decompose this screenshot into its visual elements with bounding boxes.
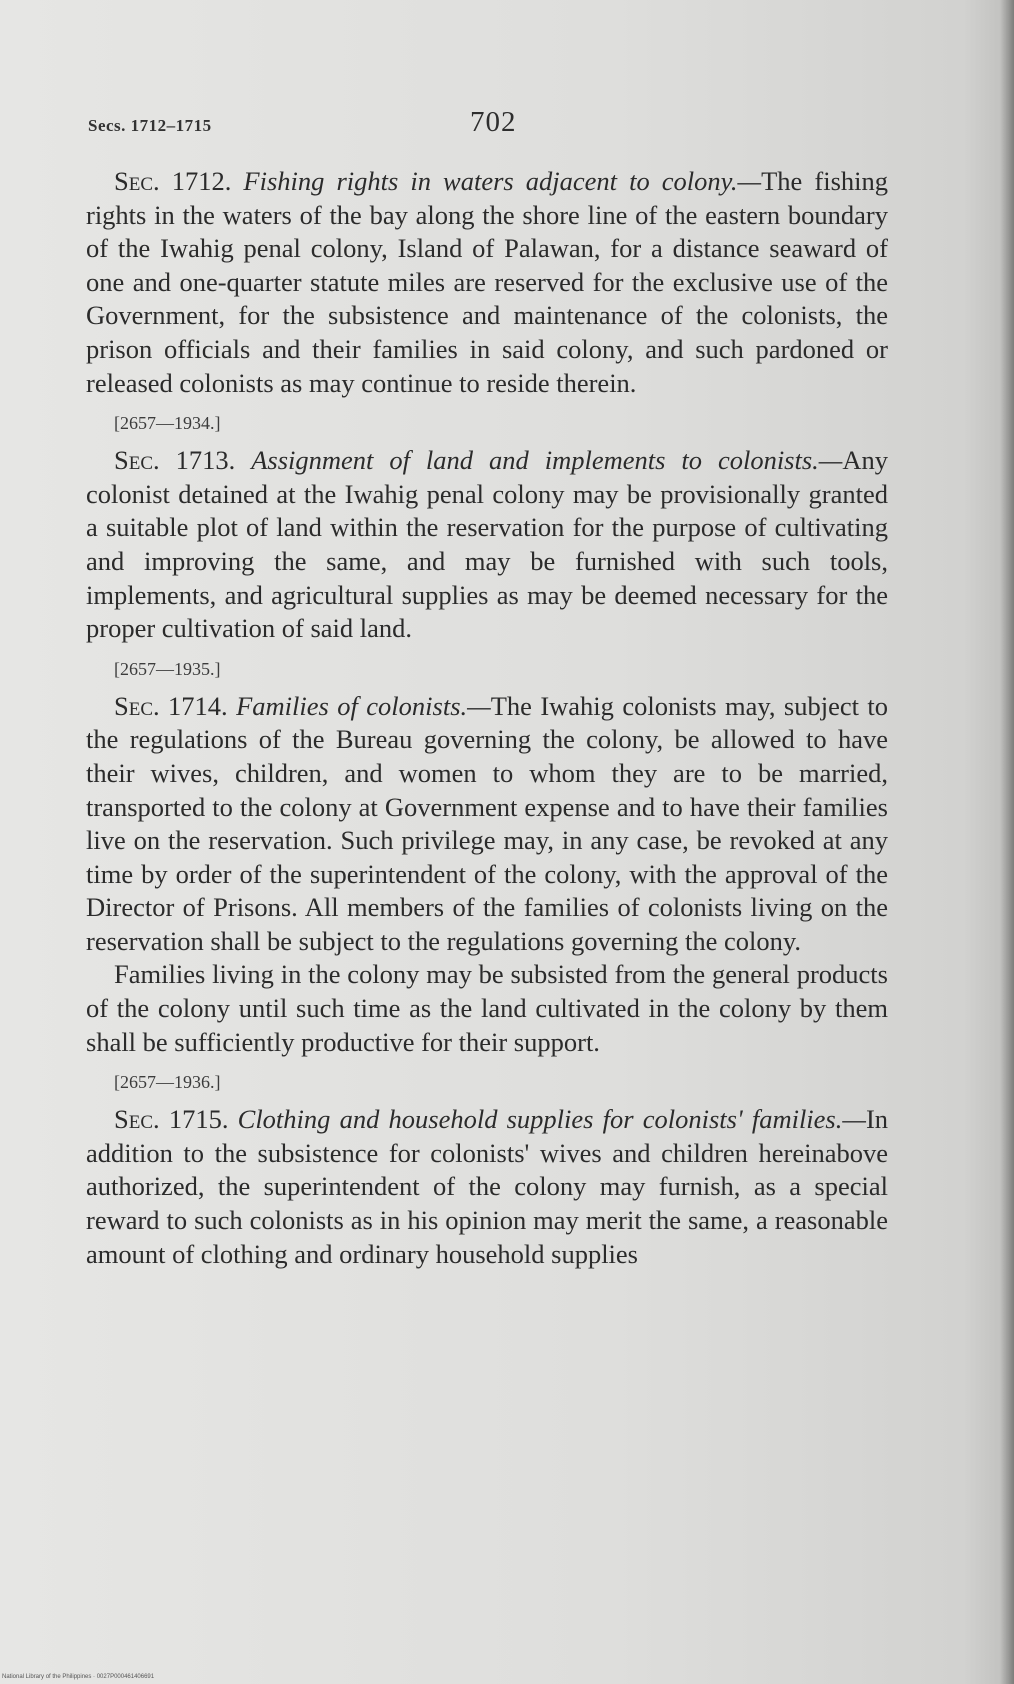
section-text: The Iwahig colonists may, subject to the regulations of the Bureau governing the colony, be allowed to have their wives, children, and women to whom they are to be married, transported to the colony at Government expense and to have their families live on the reservation. Such privilege may, in any case, be revoked at any time by order of the superintendent of the colony, with the approval of the Director of Prisons. All members of the families of colonists living on the reservation shall be subject to the regulations governing the colony. xyxy=(86,690,888,956)
citation-1713: [2657—1935.] xyxy=(114,658,221,679)
section-range: Secs. 1712–1715 xyxy=(88,116,212,135)
citation-1712: [2657—1934.] xyxy=(114,413,221,434)
section-text: The fishing rights in the waters of the bay along the shore line of the eastern boundary of the Iwahig penal colony, Island of Palawan, for a distance seaward of one and one-quarter statute miles are reserved for the exclusive use of the Government, for the subsistence and maintenance of the colonists, the prison officials and their families in said colony, and such pardoned or released colonists as may continue to reside therein. xyxy=(86,166,888,398)
section-label: Sec. 1712. xyxy=(114,166,232,196)
section-text: In addition to the subsistence for colonists' wives and children hereinabove authorized, the superintendent of the colony may furnish, as a special reward to such colonists as in his opinion may merit the same, a reasonable amount of clothing and ordinary household supplies xyxy=(86,1104,889,1269)
section-1713 xyxy=(86,444,888,646)
citation-1714: [2657—1936.] xyxy=(114,1072,221,1093)
section-title: Clothing and household supplies for colonists' families.— xyxy=(237,1104,866,1135)
section-1715 xyxy=(86,1103,888,1271)
scan-footer: National Library of the Philippines · 0027P000461406691 xyxy=(2,1674,155,1680)
section-label: Sec. 1713. xyxy=(114,445,236,476)
section-label: Sec. 1714. xyxy=(114,690,228,721)
page-number: 702 xyxy=(470,106,517,138)
section-label: Sec. 1715. xyxy=(114,1104,229,1135)
section-title: Families of colonists.— xyxy=(236,690,491,721)
section-text: Any colonist detained at the Iwahig penal colony may be provisionally granted a suitable plot of land within the reservation for the purpose of cultivating and improving the same, and may be furnished with such tools, implements, and agricultural supplies as may be deemed necessary for the proper cultivation of said land. xyxy=(86,445,888,644)
section-title: Assignment of land and implements to colonists.— xyxy=(251,445,843,476)
section-1712 xyxy=(86,165,888,400)
page-edge-shadow xyxy=(1000,0,1014,1684)
page-header xyxy=(88,108,888,148)
section-1714 xyxy=(86,690,888,959)
document-body xyxy=(86,165,888,1271)
section-title: Fishing rights in waters adjacent to colony.— xyxy=(243,166,762,196)
section-1714-paragraph-2: Families living in the colony may be subsisted from the general products of the colony until such time as the land cultivated in the colony by them shall be sufficiently productive for their support. xyxy=(86,959,888,1057)
